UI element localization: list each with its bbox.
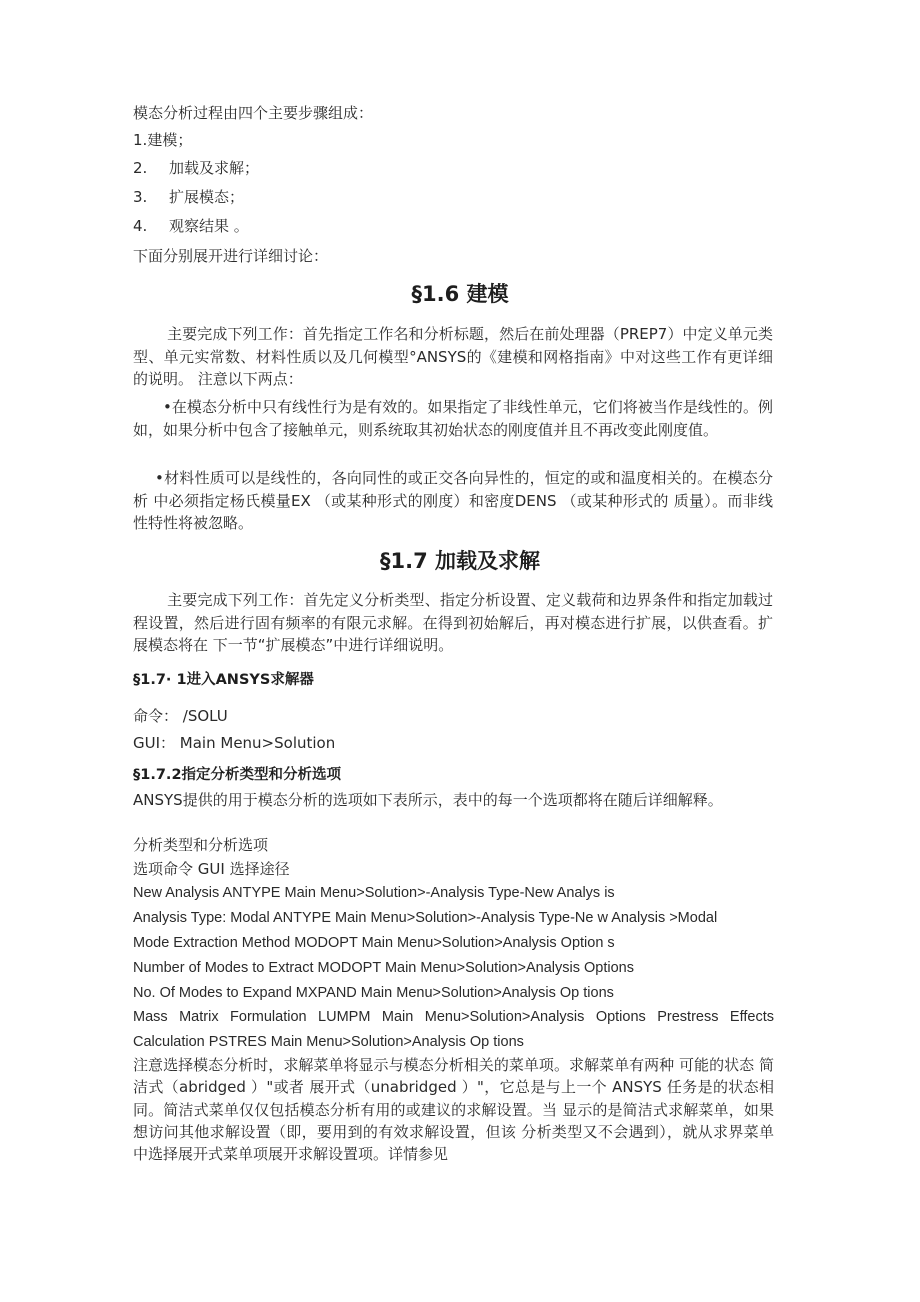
step-item <box>133 187 244 207</box>
command-line: 命令： /SOLU <box>133 707 228 725</box>
step-text: 扩展模态； <box>169 188 245 206</box>
gui-line: GUI： Main Menu>Solution <box>133 734 336 752</box>
step-item <box>133 216 249 236</box>
subsection-heading-1-7-1: §1.7· 1进入ANSYS求解器 <box>133 672 314 688</box>
section-1-7-paragraph <box>133 589 773 657</box>
section-heading-1-7: §1.7 加载及求解 <box>379 549 540 573</box>
step-text: 观察结果 。 <box>169 217 249 235</box>
step-number: 2. <box>133 159 148 177</box>
table-row: Mode Extraction Method MODOPT Main Menu>Solution>Analysis Option s <box>133 935 615 951</box>
step-number: 3. <box>133 188 148 206</box>
subsection-heading-1-7-2: §1.7.2指定分析类型和分析选项 <box>133 767 342 783</box>
paragraph-text: 主要完成下列工作：首先定义分析类型、指定分析设置、定义载荷和边界条件和指定加载过程设置，然后进行固有频率的有限元求解。在得到初始解后，再对模态进行扩展，以供查看。扩展模态将在 下一节“扩展模态”中进行详细说明。 <box>133 591 773 655</box>
note-paragraph: 注意选择模态分析时，求解菜单将显示与模态分析相关的菜单项。求解菜单有两种 可能的状态 简洁式（abridged ）"或者 展开式（unabridged ）"，它总是与上一个 ANSYS 任务是的状态相同。简洁式菜单仅仅包括模态分析有用的或建议的求解设置。当 显示的是简洁式求解菜单，如果想访问其他求解设置（即，要用到的有效求解设置，但该 分析类型又不会遇到），就从求界菜单中选择展开式菜单项展开求解设置项。详情参见 <box>133 1056 774 1164</box>
step-text: 建模； <box>147 131 193 149</box>
section-heading-1-6: §1.6 建模 <box>411 282 509 306</box>
intro-line: 模态分析过程由四个主要步骤组成： <box>133 104 374 122</box>
paragraph-text: 主要完成下列工作：首先指定工作名和分析标题，然后在前处理器（PREP7）中定义单元类型、单元实常数、材料性质以及几何模型°ANSYS的《建模和网格指南》中对这些工作有更详细的说明。 注意以下两点： <box>133 325 773 389</box>
step-number: 4. <box>133 217 148 235</box>
section-1-6-paragraph <box>133 323 773 391</box>
bullet-text: •在模态分析中只有线性行为是有效的。如果指定了非线性单元，它们将被当作是线性的。例如，如果分析中包含了接触单元，则系统取其初始状态的刚度值并且不再改变此刚度值。 <box>133 398 773 439</box>
step-item <box>133 130 192 150</box>
table-header: 选项命令 GUI 选择途径 <box>133 860 290 878</box>
table-row: No. Of Modes to Expand MXPAND Main Menu>Solution>Analysis Op tions <box>133 985 614 1001</box>
table-row-wide: Mass Matrix Formulation LUMPM Main Menu>Solution>Analysis Options Prestress Effects Calculation PSTRES Main Menu>Solution>Analysis Op tions <box>133 1009 774 1050</box>
table-row: New Analysis ANTYPE Main Menu>Solution>-Analysis Type-New Analys is <box>133 885 615 901</box>
table-title: 分析类型和分析选项 <box>133 836 269 854</box>
table-row: Analysis Type: Modal ANTYPE Main Menu>Solution>-Analysis Type-Ne w Analysis >Modal <box>133 910 718 926</box>
bullet-text: •材料性质可以是线性的，各向同性的或正交各向异性的，恒定的或和温度相关的。在模态分析 中必须指定杨氏模量EX （或某种形式的刚度）和密度DENS （或某种形式的 质量）。而非线性特性将被忽略。 <box>133 469 773 533</box>
step-number: 1. <box>133 131 148 149</box>
bullet-paragraph <box>133 467 773 535</box>
step-text: 加载及求解； <box>169 159 260 177</box>
bullet-paragraph <box>133 396 773 441</box>
table-row: Number of Modes to Extract MODOPT Main Menu>Solution>Analysis Options <box>133 960 635 976</box>
intro-transition: 下面分别展开进行详细讨论： <box>133 247 329 265</box>
step-item <box>133 158 259 178</box>
options-description: ANSYS提供的用于模态分析的选项如下表所示，表中的每一个选项都将在随后详细解释。 <box>133 791 723 809</box>
